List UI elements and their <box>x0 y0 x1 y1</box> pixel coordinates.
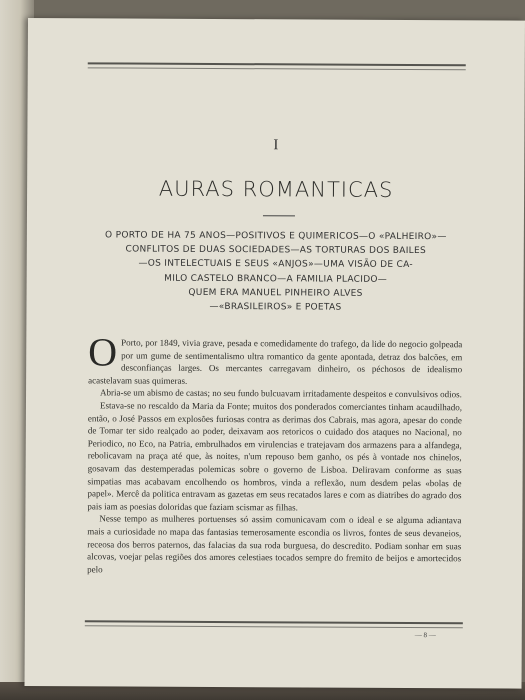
header-rule <box>88 62 466 66</box>
page-number: — 8 — <box>414 631 436 640</box>
book-page <box>25 18 525 689</box>
header-rule-thin <box>88 67 466 70</box>
title-divider <box>263 215 295 216</box>
chapter-title: AURAS ROMANTICAS <box>158 176 394 202</box>
summary-line: QUEM ERA MANUEL PINHEIRO ALVES <box>188 287 363 299</box>
paragraph: Nesse tempo as mulheres portuenses só assim comunicavam com o ideal e se alguma adiantava mais a curiosidade no mapa das fantasias temerosamente escondia os livros, fontes de seus devaneios, receosa dos berros paternos, das falacias da sua roda burguesa, do descredito. Podiam sonhar em suas alcovas, voejar pelas regiões dos amores celestiaes tocados sempre do fremito de beijos e amortecidos pelo <box>87 513 462 575</box>
summary-line: —OS INTELECTUAIS E SEUS «ANJOS»—UMA VISÃO DE CA- <box>138 258 414 271</box>
chapter-summary <box>86 228 464 315</box>
footer-rule <box>85 620 463 624</box>
drop-cap: O <box>88 329 118 375</box>
footer-rule-thin <box>85 625 463 628</box>
summary-line: O PORTO DE HA 75 ANOS—POSITIVOS E QUIMERICOS—O «PALHEIRO»— <box>105 230 447 243</box>
chapter-number: I <box>273 137 279 154</box>
paragraph: Estava-se no rescaldo da Maria da Fonte; muitos dos ponderados comerciantes tinham acaudilhado, então, o José Passos em explosões furiosas contra as derimas dos Cabrais, mas agora, apesar do conde de Tomar ter sido realçado ao poder, deixavam aos retoricos o cuidado dos ataques no Nacional, no Periodico, no Eco, na Patria, embrulhados em virulencias e tratejavam dos armazens para a alfandega, rebolicavam na praça até que, às noites, n'um repouso bem ganho, os pés à vontade nos chinelos, gosavam das destemperadas polemicas sobre o governo de Lisboa. Deliravam conforme as suas simpatias mas acabavam encolhendo os hombros, vinda a reflexão, num desdem pelas «bolas de papel». Mercê da politica entravam as gazetas em seus recatados lares e com as diatribes do agrado dos pais iam as poesias doloridas que faziam scismar as filhas. <box>87 400 462 513</box>
paragraph: Abria-se um abismo de castas; no seu fundo bulcuavam irritadamente despeitos e convulsivos odios. <box>100 387 462 400</box>
summary-line: MILO CASTELO BRANCO—A FAMILIA PLACIDO— <box>164 273 388 285</box>
summary-line: —«BRASILEIROS» E POETAS <box>209 301 342 313</box>
summary-line: CONFLITOS DE DUAS SOCIEDADES—AS TORTURAS DOS BAILES <box>125 244 427 257</box>
paragraph: Porto, por 1849, vivia grave, pesada e comedidamente do trafego, da lide do negocio golpeada por um gume de sentimentalismo ultra romantico da gente apontada, detraz dos balcões, em desconfianças larges. Os mercantes carregavam dinheiro, os péchosos de idealismo acastelavam suas quimeras. <box>88 337 463 386</box>
body-text <box>87 329 463 577</box>
